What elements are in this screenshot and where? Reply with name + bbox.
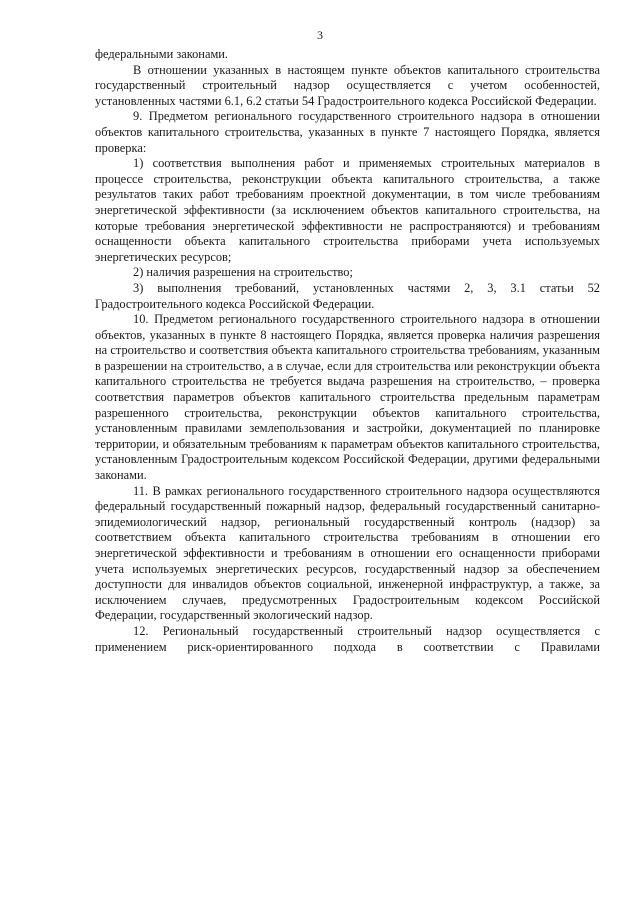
list-item-2: 2) наличия разрешения на строительство; (133, 265, 353, 280)
paragraph-9: 9. Предметом регионального государственного строительного надзора в отношении объектов капитального строительства, указанных в пункте 7 настоящего Порядка, является проверка: (95, 109, 600, 155)
paragraph-continuation: федеральными законами. (95, 47, 229, 61)
paragraph-12: 12. Региональный государственный строительный надзор осуществляется с применением риск-ориентированного подхода в соответствии с Правилами (95, 623, 600, 654)
document-body (95, 47, 600, 655)
paragraph-10: 10. Предметом регионального государственного строительного надзора в отношении объектов, указанных в пункте 8 настоящего Порядка, является проверка наличия разрешения на строительство и соответствия объекта капитального строительства требованиям, указанным в разрешении на строительство, а в случае, если для строительства или реконструкции объекта капитального строительства не требуется выдача разрешения на строительство, – проверка соответствия параметров объектов капитального строительства предельным параметрам разрешенного строительства, реконструкции объектов капитального строительства, установленным правилами землепользования и застройки, документацией по планировке территории, и обязательным требованиям к параметрам объектов капитального строительства, установленным Градостроительным кодексом Российской Федерации, другими федеральными законами. (95, 312, 600, 483)
paragraph-8-note: В отношении указанных в настоящем пункте объектов капитального строительства государственный строительный надзор осуществляется с учетом особенностей, установленных частями 6.1, 6.2 статьи 54 Градостроительного кодекса Российской Федерации. (95, 62, 600, 108)
paragraph-11: 11. В рамках регионального государственного строительного надзора осуществляются федеральный государственный пожарный надзор, федеральный государственный санитарно-эпидемиологический надзор, региональный государственный контроль (надзор) за соответствием объекта капитального строительства требованиям в отношении его энергетической эффективности и требованиям в отношении его оснащенности приборами учета используемых энергетических ресурсов, государственный надзор за обеспечением доступности для инвалидов объектов социальной, инженерной инфраструктур, а также, за исключением случаев, предусмотренных Градостроительным кодексом Российской Федерации, государственный экологический надзор. (95, 483, 600, 623)
list-item-3: 3) выполнения требований, установленных частями 2, 3, 3.1 статьи 52 Градостроительного кодекса Российской Федерации. (95, 280, 600, 311)
page-number: 3 (317, 28, 323, 42)
list-item-1: 1) соответствия выполнения работ и применяемых строительных материалов в процессе строительства, реконструкции объекта капитального строительства, а также результатов таких работ требованиям проектной документации, в том числе требованиям энергетической эффективности (за исключением объектов капитального строительства, на которые требования энергетической эффективности не распространяются) и требованиям оснащенности объекта капитального строительства приборами учета используемых энергетических ресурсов; (95, 156, 600, 264)
